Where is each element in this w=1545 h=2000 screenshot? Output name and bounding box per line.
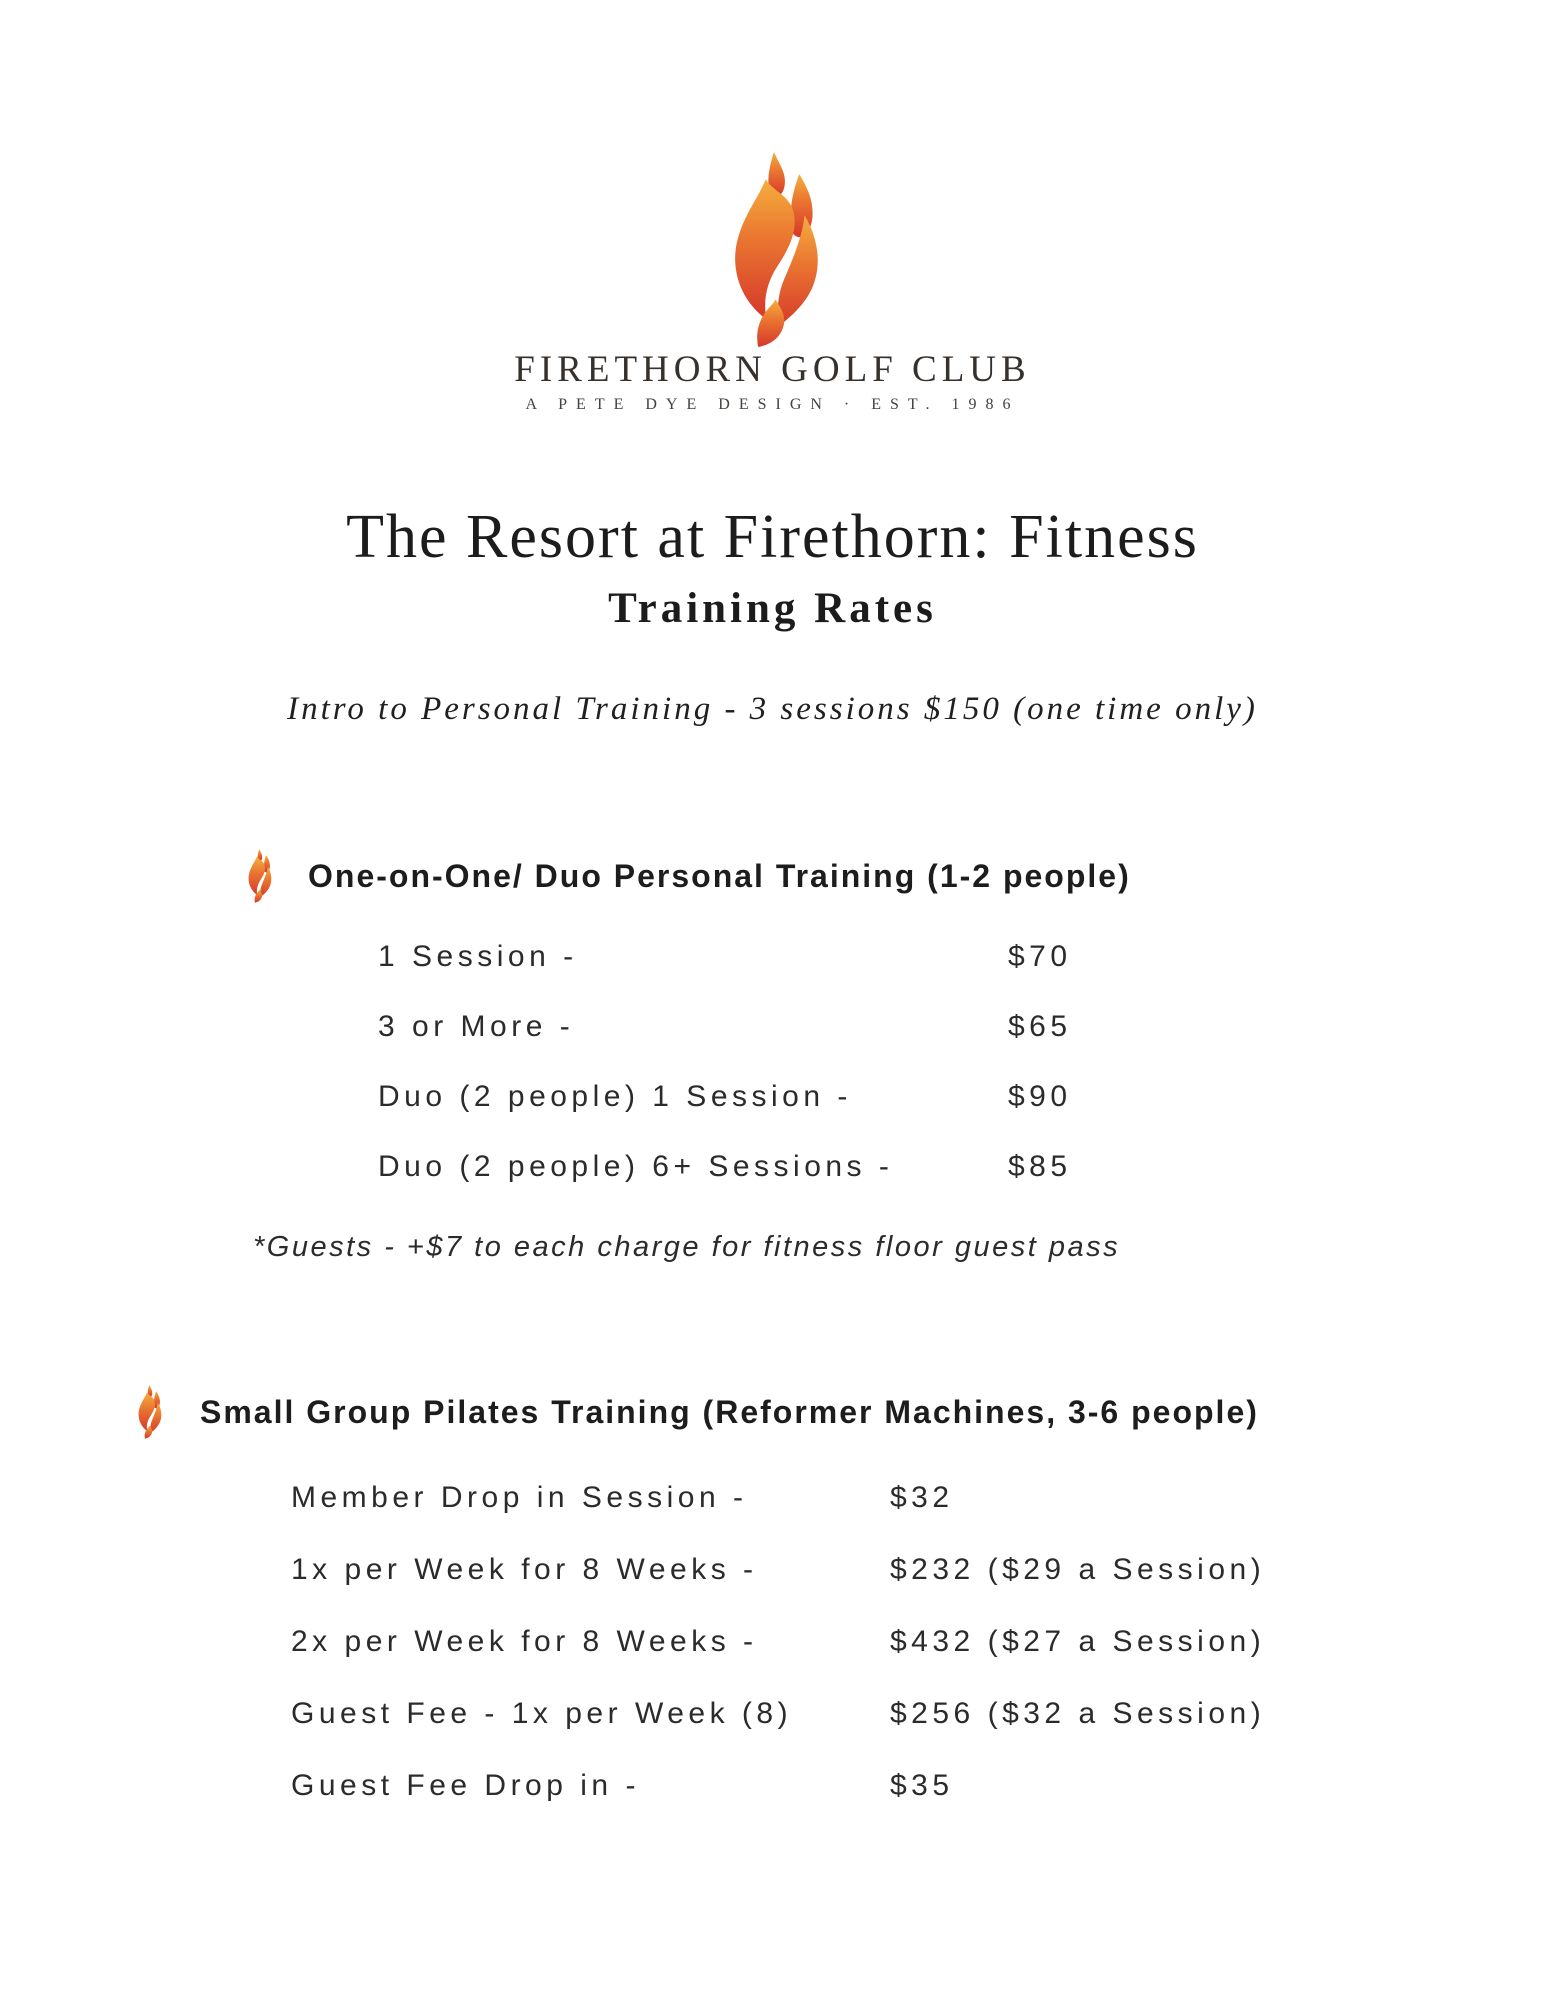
flame-icon [240,849,278,903]
rate-price: $90 [1008,1080,1072,1113]
rate-label: Guest Fee Drop in - [291,1769,640,1802]
section-personal-training-header [240,849,1131,903]
rate-label: 2x per Week for 8 Weeks - [291,1625,758,1658]
flame-logo-icon [720,152,826,348]
rate-label: Duo (2 people) 1 Session - [378,1080,852,1113]
rate-row [291,1678,1411,1750]
club-name: FIRETHORN GOLF CLUB [514,349,1031,390]
section-heading: One-on-One/ Duo Personal Training (1-2 people) [308,857,1131,894]
rate-row [378,992,1358,1062]
page-title: The Resort at Firethorn: Fitness [346,503,1199,571]
rate-row [291,1462,1411,1534]
rate-row [378,1132,1358,1202]
rate-row [378,1062,1358,1132]
intro-offer-line: Intro to Personal Training - 3 sessions $150 (one time only) [287,691,1258,727]
rate-row [291,1606,1411,1678]
guest-pass-note: *Guests - +$7 to each charge for fitness floor guest pass [253,1231,1121,1263]
rate-price: $32 [890,1481,954,1514]
rate-row [378,922,1358,992]
rate-label: Duo (2 people) 6+ Sessions - [378,1150,894,1183]
rate-row [291,1750,1411,1822]
rate-price: $85 [1008,1150,1072,1183]
rate-label: 1 Session - [378,940,578,973]
rate-label: 3 or More - [378,1010,575,1043]
rate-price: $65 [1008,1010,1072,1043]
page-subtitle: Training Rates [608,585,937,632]
pilates-rate-list [291,1462,1411,1822]
rate-row [291,1534,1411,1606]
rate-label: Member Drop in Session - [291,1481,748,1514]
rate-price: $35 [890,1769,954,1802]
rate-price: $432 ($27 a Session) [890,1625,1266,1658]
rate-price: $232 ($29 a Session) [890,1553,1266,1586]
rate-price: $70 [1008,940,1072,973]
personal-training-rate-list [378,922,1358,1202]
rate-label: 1x per Week for 8 Weeks - [291,1553,758,1586]
section-pilates-header [130,1385,1259,1439]
rate-price: $256 ($32 a Session) [890,1697,1266,1730]
section-heading: Small Group Pilates Training (Reformer Machines, 3-6 people) [200,1393,1259,1430]
club-tagline: A PETE DYE DESIGN · EST. 1986 [525,396,1020,413]
rate-label: Guest Fee - 1x per Week (8) [291,1697,793,1730]
flame-icon [130,1385,168,1439]
